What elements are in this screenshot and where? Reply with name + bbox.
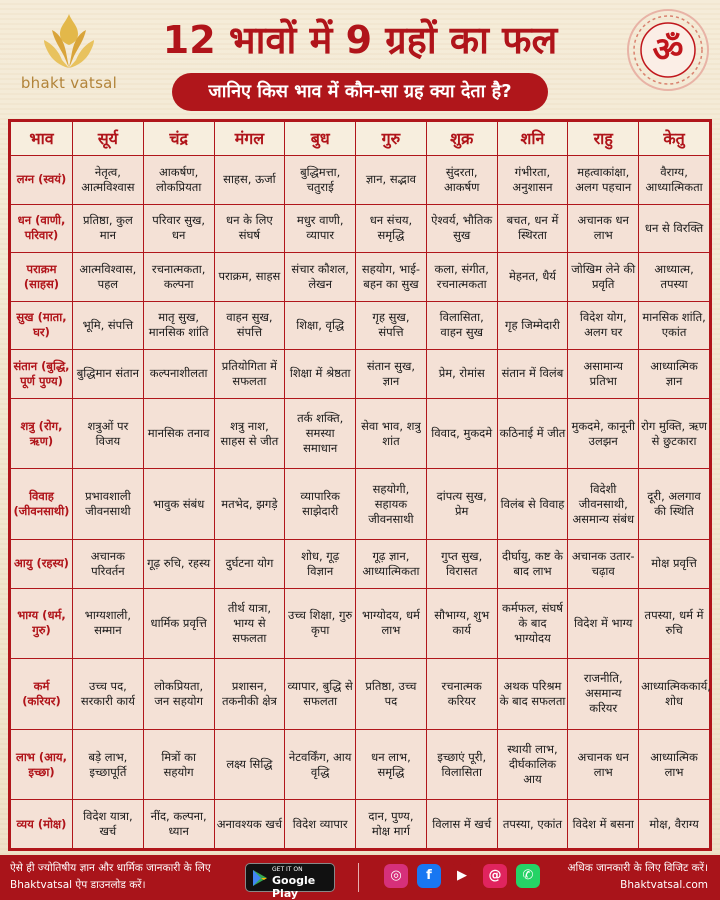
effect-cell: अचानक धन लाभ	[568, 729, 639, 800]
bhav-cell: संतान (बुद्धि, पूर्ण पुण्य)	[11, 350, 73, 399]
table-row	[11, 204, 710, 253]
effect-cell: अचानक परिवर्तन	[73, 539, 144, 588]
bhav-cell: आयु (रहस्य)	[11, 539, 73, 588]
effect-cell: शिक्षा, वृद्धि	[285, 301, 356, 350]
brand-logo	[14, 10, 124, 105]
footer-app-promo: ऐसे ही ज्योतिषीय ज्ञान और धार्मिक जानकारी के लिए Bhaktvatsal ऐप डाउनलोड करें।	[10, 862, 211, 891]
effect-cell: धन के लिए संघर्ष	[214, 204, 285, 253]
effect-cell: विदेशी जीवनसाथी, असमान्य संबंध	[568, 469, 639, 540]
table-row	[11, 301, 710, 350]
effect-cell: बुद्धिमान संतान	[73, 350, 144, 399]
effect-cell: शोध, गूढ़ विज्ञान	[285, 539, 356, 588]
effect-cell: गुप्त सुख, विरासत	[426, 539, 497, 588]
bhav-cell: भाग्य (धर्म, गुरु)	[11, 588, 73, 659]
bhav-cell: विवाह (जीवनसाथी)	[11, 469, 73, 540]
effect-cell: दांपत्य सुख, प्रेम	[426, 469, 497, 540]
table-row	[11, 659, 710, 730]
effect-cell: विलास में खर्च	[426, 800, 497, 849]
instagram-icon[interactable]: ◎	[384, 864, 408, 888]
table-row	[11, 156, 710, 205]
effect-cell: संतान में विलंब	[497, 350, 568, 399]
effect-cell: इच्छाएं पूरी, विलासिता	[426, 729, 497, 800]
effect-cell: ज्ञान, सद्भाव	[356, 156, 427, 205]
bhav-cell: कर्म (करियर)	[11, 659, 73, 730]
effect-cell: कल्पनाशीलता	[143, 350, 214, 399]
bhav-cell: लाभ (आय, इच्छा)	[11, 729, 73, 800]
effect-cell: अनावश्यक खर्च	[214, 800, 285, 849]
effect-cell: कठिनाई में जीत	[497, 398, 568, 469]
effect-cell: धन लाभ, समृद्धि	[356, 729, 427, 800]
effect-cell: लक्ष्य सिद्धि	[214, 729, 285, 800]
google-play-button[interactable]	[245, 863, 335, 900]
bhav-cell: धन (वाणी, परिवार)	[11, 204, 73, 253]
table-row	[11, 350, 710, 399]
effect-cell: विदेश योग, अलग घर	[568, 301, 639, 350]
column-header: शुक्र	[426, 122, 497, 156]
column-header: बुध	[285, 122, 356, 156]
effect-cell: गूढ़ रुचि, रहस्य	[143, 539, 214, 588]
effect-cell: नींद, कल्पना, ध्यान	[143, 800, 214, 849]
effect-cell: सुंदरता, आकर्षण	[426, 156, 497, 205]
om-symbol: ॐ	[652, 30, 684, 70]
page-subtitle: जानिए किस भाव में कौन-सा ग्रह क्या देता है?	[172, 73, 548, 111]
effect-cell: आध्यात्मिककार्य, शोध	[639, 659, 710, 730]
effect-cell: प्रतिष्ठा, कुल मान	[73, 204, 144, 253]
effect-cell: विलंब से विवाह	[497, 469, 568, 540]
effect-cell: लोकप्रियता, जन सहयोग	[143, 659, 214, 730]
effect-cell: गंभीरता, अनुशासन	[497, 156, 568, 205]
table-row	[11, 729, 710, 800]
effect-cell: शत्रु नाश, साहस से जीत	[214, 398, 285, 469]
effect-cell: दुर्घटना योग	[214, 539, 285, 588]
table-row	[11, 398, 710, 469]
footer-bar	[0, 855, 720, 900]
effect-cell: सहयोग, भाई-बहन का सुख	[356, 253, 427, 302]
effect-cell: तपस्या, धर्म में रुचि	[639, 588, 710, 659]
whatsapp-icon[interactable]: ✆	[516, 864, 540, 888]
facebook-icon[interactable]: f	[417, 864, 441, 888]
effect-cell: मानसिक शांति, एकांत	[639, 301, 710, 350]
effect-cell: विदेश में भाग्य	[568, 588, 639, 659]
effect-cell: विदेश व्यापार	[285, 800, 356, 849]
effect-cell: भाग्योदय, धर्म लाभ	[356, 588, 427, 659]
brand-name: bhakt vatsal	[20, 74, 118, 92]
bhav-cell: लग्न (स्वयं)	[11, 156, 73, 205]
effect-cell: व्यापार, बुद्धि से सफलता	[285, 659, 356, 730]
effect-cell: आध्यात्मिक ज्ञान	[639, 350, 710, 399]
effect-cell: उच्च पद, सरकारी कार्य	[73, 659, 144, 730]
effect-cell: मित्रों का सहयोग	[143, 729, 214, 800]
effect-cell: जोखिम लेने की प्रवृति	[568, 253, 639, 302]
effect-cell: आत्मविश्वास, पहल	[73, 253, 144, 302]
effect-cell: धार्मिक प्रवृत्ति	[143, 588, 214, 659]
effect-cell: कला, संगीत, रचनात्मकता	[426, 253, 497, 302]
effect-cell: धन संचय, समृद्धि	[356, 204, 427, 253]
effect-cell: असामान्य प्रतिभा	[568, 350, 639, 399]
table-row	[11, 588, 710, 659]
effect-cell: भूमि, संपत्ति	[73, 301, 144, 350]
footer-divider	[358, 863, 359, 892]
effect-cell: संचार कौशल, लेखन	[285, 253, 356, 302]
bhav-cell: सुख (माता, घर)	[11, 301, 73, 350]
effect-cell: सहयोगी, सहायक जीवनसाथी	[356, 469, 427, 540]
effect-cell: बचत, धन में स्थिरता	[497, 204, 568, 253]
effect-cell: नेतृत्व, आत्मविश्वास	[73, 156, 144, 205]
table-row	[11, 253, 710, 302]
column-header: केतु	[639, 122, 710, 156]
effect-cell: मधुर वाणी, व्यापार	[285, 204, 356, 253]
effect-cell: प्रतिष्ठा, उच्च पद	[356, 659, 427, 730]
effect-cell: आध्यात्म, तपस्या	[639, 253, 710, 302]
bhav-cell: शत्रु (रोग, ऋण)	[11, 398, 73, 469]
column-header: चंद्र	[143, 122, 214, 156]
effect-cell: गृह जिम्मेदारी	[497, 301, 568, 350]
effect-cell: अचानक धन लाभ	[568, 204, 639, 253]
planet-house-table	[8, 119, 712, 851]
footer-website-text: अधिक जानकारी के लिए विजिट करें। Bhaktvatsal.com	[567, 862, 708, 891]
effect-cell: कर्मफल, संघर्ष के बाद भाग्योदय	[497, 588, 568, 659]
effect-cell: गूढ़ ज्ञान, आध्यात्मिकता	[356, 539, 427, 588]
youtube-icon[interactable]: ▶	[450, 864, 474, 888]
effect-cell: मुकदमे, कानूनी उलझन	[568, 398, 639, 469]
effect-cell: भाग्यशाली, सम्मान	[73, 588, 144, 659]
effect-cell: विलासिता, वाहन सुख	[426, 301, 497, 350]
effect-cell: अथक परिश्रम के बाद सफलता	[497, 659, 568, 730]
effect-cell: तीर्थ यात्रा, भाग्य से सफलता	[214, 588, 285, 659]
effect-cell: मेहनत, धैर्य	[497, 253, 568, 302]
effect-cell: धन से विरक्ति	[639, 204, 710, 253]
bhav-cell: पराक्रम (साहस)	[11, 253, 73, 302]
effect-cell: संतान सुख, ज्ञान	[356, 350, 427, 399]
effect-cell: मानसिक तनाव	[143, 398, 214, 469]
effect-cell: शत्रुओं पर विजय	[73, 398, 144, 469]
page-title: 12 भावों में 9 ग्रहों का फल	[162, 18, 558, 62]
effect-cell: भावुक संबंध	[143, 469, 214, 540]
effect-cell: विदेश यात्रा, खर्च	[73, 800, 144, 849]
effect-cell: आध्यात्मिक लाभ	[639, 729, 710, 800]
effect-cell: प्रभावशाली जीवनसाथी	[73, 469, 144, 540]
column-header: राहु	[568, 122, 639, 156]
effect-cell: प्रेम, रोमांस	[426, 350, 497, 399]
play-store-icon	[252, 869, 268, 887]
store-small-label: GET IT ON	[272, 866, 303, 873]
effect-cell: स्थायी लाभ, दीर्घकालिक आय	[497, 729, 568, 800]
effect-cell: महत्वाकांक्षा, अलग पहचान	[568, 156, 639, 205]
effect-cell: शिक्षा में श्रेष्ठता	[285, 350, 356, 399]
effect-cell: परिवार सुख, धन	[143, 204, 214, 253]
flame-logo-icon	[38, 10, 100, 72]
column-header: भाव	[11, 122, 73, 156]
effect-cell: दीर्घायु, कष्ट के बाद लाभ	[497, 539, 568, 588]
effect-cell: राजनीति, असमान्य करियर	[568, 659, 639, 730]
om-seal	[626, 8, 710, 92]
column-header: गुरु	[356, 122, 427, 156]
store-big-label: Google Play	[272, 874, 316, 900]
table-header-row	[11, 122, 710, 156]
column-header: मंगल	[214, 122, 285, 156]
effect-cell: विवाद, मुकदमे	[426, 398, 497, 469]
effect-cell: दान, पुण्य, मोक्ष मार्ग	[356, 800, 427, 849]
effect-cell: मोक्ष प्रवृत्ति	[639, 539, 710, 588]
effect-cell: प्रतियोगिता में सफलता	[214, 350, 285, 399]
effect-cell: मातृ सुख, मानसिक शांति	[143, 301, 214, 350]
effect-cell: सेवा भाव, शत्रु शांत	[356, 398, 427, 469]
effect-cell: सौभाग्य, शुभ कार्य	[426, 588, 497, 659]
effect-cell: पराक्रम, साहस	[214, 253, 285, 302]
table-row	[11, 539, 710, 588]
bhav-cell: व्यय (मोक्ष)	[11, 800, 73, 849]
effect-cell: साहस, ऊर्जा	[214, 156, 285, 205]
effect-cell: रोग मुक्ति, ऋण से छुटकारा	[639, 398, 710, 469]
effect-cell: मतभेद, झगड़े	[214, 469, 285, 540]
effect-cell: अचानक उतार-चढ़ाव	[568, 539, 639, 588]
effect-cell: तर्क शक्ति, समस्या समाधान	[285, 398, 356, 469]
effect-cell: वैराग्य, आध्यात्मिकता	[639, 156, 710, 205]
column-header: सूर्य	[73, 122, 144, 156]
effect-cell: वाहन सुख, संपत्ति	[214, 301, 285, 350]
effect-cell: उच्च शिक्षा, गुरु कृपा	[285, 588, 356, 659]
table-row	[11, 469, 710, 540]
threads-icon[interactable]: @	[483, 864, 507, 888]
effect-cell: रचनात्मकता, कल्पना	[143, 253, 214, 302]
effect-cell: रचनात्मक करियर	[426, 659, 497, 730]
effect-cell: आकर्षण, लोकप्रियता	[143, 156, 214, 205]
column-header: शनि	[497, 122, 568, 156]
effect-cell: व्यापारिक साझेदारी	[285, 469, 356, 540]
effect-cell: बड़े लाभ, इच्छापूर्ति	[73, 729, 144, 800]
effect-cell: बुद्धिमत्ता, चतुराई	[285, 156, 356, 205]
social-links	[384, 864, 549, 891]
effect-cell: गृह सुख, संपत्ति	[356, 301, 427, 350]
effect-cell: दूरी, अलगाव की स्थिति	[639, 469, 710, 540]
effect-cell: मोक्ष, वैराग्य	[639, 800, 710, 849]
effect-cell: विदेश में बसना	[568, 800, 639, 849]
table-row	[11, 800, 710, 849]
effect-cell: प्रशासन, तकनीकी क्षेत्र	[214, 659, 285, 730]
effect-cell: तपस्या, एकांत	[497, 800, 568, 849]
effect-cell: नेटवर्किंग, आय वृद्धि	[285, 729, 356, 800]
effect-cell: ऐश्वर्य, भौतिक सुख	[426, 204, 497, 253]
